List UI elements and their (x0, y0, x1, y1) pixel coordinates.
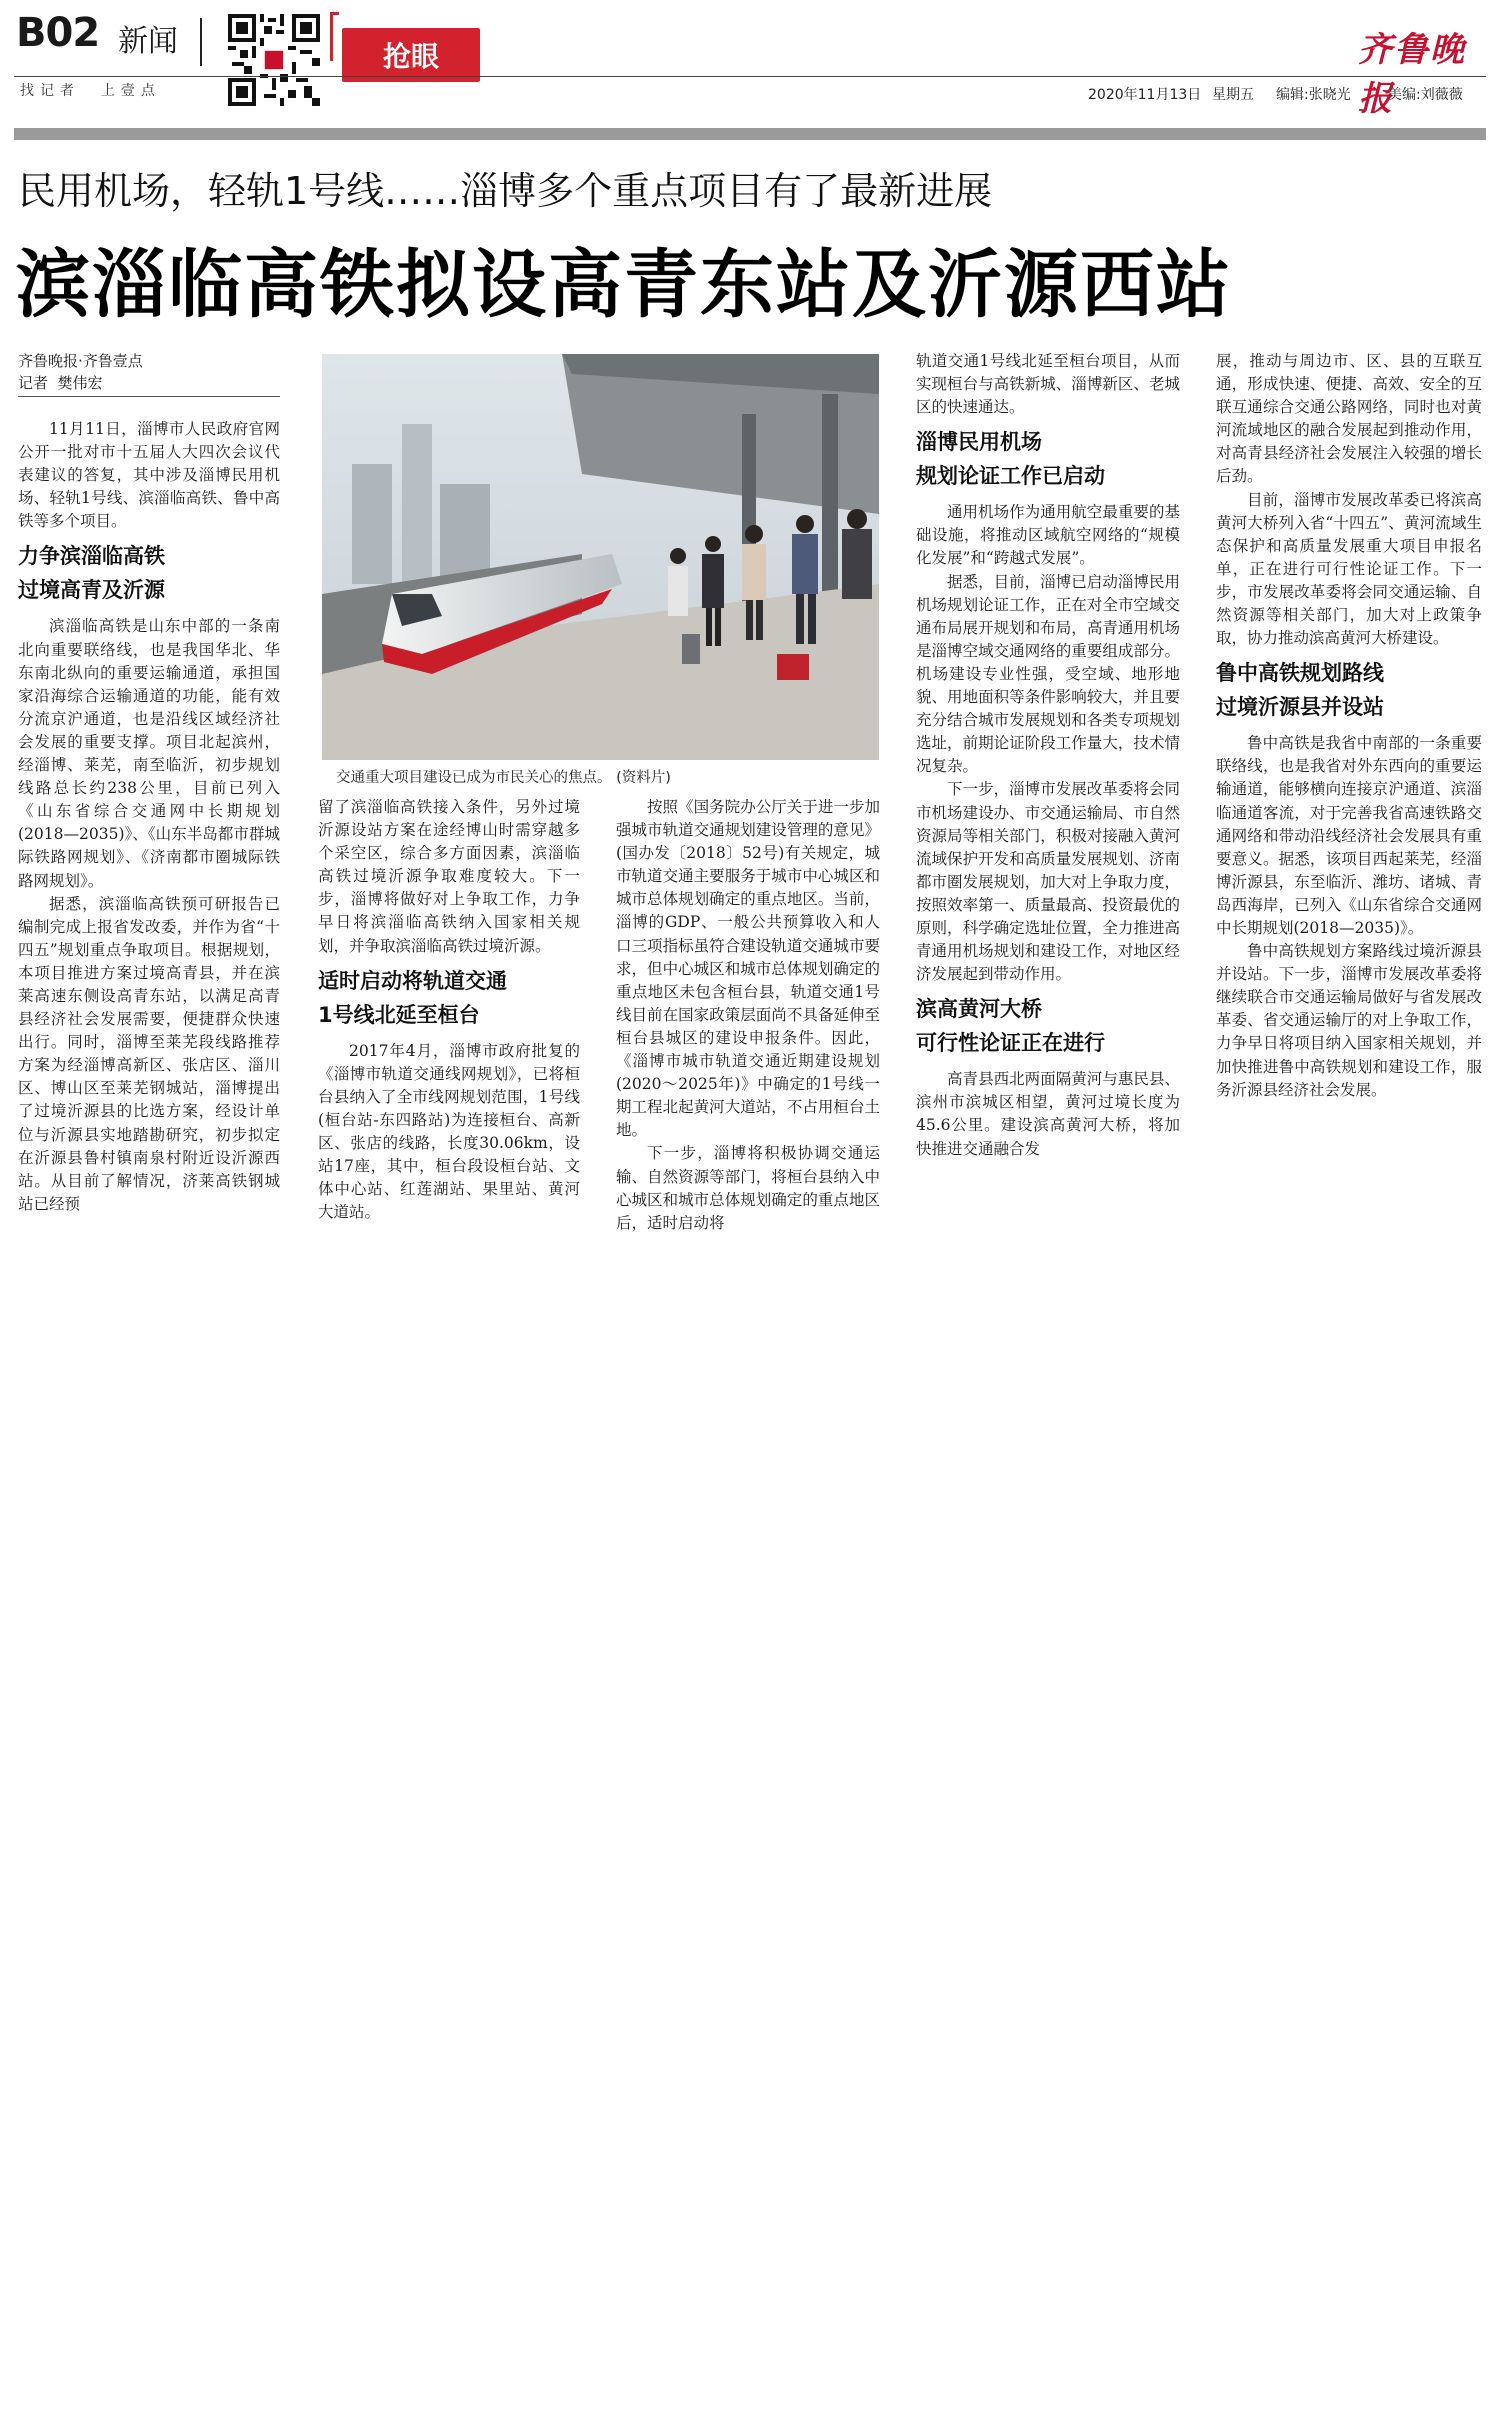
article-column-4 (916, 350, 1180, 1161)
paragraph: 高青县西北两面隔黄河与惠民县、滨州市滨城区相望，黄河过境长度为45.6公里。建设滨高黄河大桥，将加快推进交通融合发 (916, 1070, 1180, 1158)
designer-credit: 美编:刘薇薇 (1388, 87, 1463, 103)
slogan: 找记者 上壹点 (20, 83, 161, 99)
subheading-line: 过境沂源县并设站 (1216, 695, 1384, 720)
article-column-3 (616, 796, 880, 1235)
paragraph: 下一步，淄博将积极协调交通运输、自然资源等部门，将桓台县纳入中心城区和城市总体规划确定的重点地区后，适时启动将 (616, 1144, 880, 1232)
paragraph: 2017年4月，淄博市政府批复的《淄博市轨道交通线网规划》，已将桓台县纳入了全市线网规划范围，1号线(桓台站-东四路站)为连接桓台、高新区、张店的线路，长度30.06km，设站17座，其中，桓台段设桓台站、文体中心站、红莲湖站、果里站、黄河大道站。 (318, 1041, 580, 1222)
paragraph: 展，推动与周边市、区、县的互联互通，形成快速、便捷、高效、安全的互联互通综合交通公路网络，同时也对黄河流域地区的融合发展起到推动作用，对高青县经济社会发展注入较强的增长后劲。 (1216, 352, 1482, 486)
subheading (916, 425, 1180, 493)
header-bar (14, 128, 1486, 140)
subheading-line: 过境高青及沂源 (18, 578, 165, 603)
main-headline: 滨淄临高铁拟设高青东站及沂源西站 (16, 242, 1232, 328)
byline-reporter: 记者 樊伟宏 (18, 374, 103, 392)
masthead-divider (200, 18, 202, 66)
subheading-line: 可行性论证正在进行 (916, 1031, 1105, 1056)
subheading (1216, 656, 1482, 724)
article-column-5 (1216, 350, 1482, 1102)
paragraph: 据悉，目前，淄博已启动淄博民用机场规划论证工作，正在对全市空域交通布局展开规划和布局，高青通用机场是淄博空域交通网络的重要组成部分。机场建设专业性强，受空域、地形地貌、用地面积等条件影响较大，并且要充分结合城市发展规划和各类专项规划选址，前期论证阶段工作量大，技术情况复杂。 (916, 572, 1180, 776)
paragraph: 据悉，滨淄临高铁预可研报告已编制完成上报省发改委，并作为省“十四五”规划重点争取项目。根据规划，本项目推进方案过境高青县，并在滨莱高速东侧设高青东站，以满足高青县经济社会发展需要，便捷群众快速出行。同时，淄博至莱芜段线路推荐方案为经淄博高新区、张店区、淄川区、博山区至莱芜钢城站，淄博提出了过境沂源县的比选方案，经设计单位与沂源县实地踏勘研究，初步拟定在沂源县鲁村镇南泉村附近设沂源西站。从目前了解情况，济莱高铁钢城站已经预 (18, 894, 280, 1213)
paragraph: 下一步，淄博市发展改革委将会同市机场建设办、市交通运输局、市自然资源局等相关部门，积极对接融入黄河流域保护开发和高质量发展规划、济南都市圈发展规划，加大对上争取力度，按照效率第一、质量最高、投资最优的原则，科学确定选址位置，全力推进高青通用机场规划和建设工作，对地区经济发展起到带动作用。 (916, 780, 1180, 984)
paragraph: 11月11日，淄博市人民政府官网公开一批对市十五届人大四次会议代表建议的答复，其中涉及淄博民用机场、轻轨1号线、滨淄临高铁、鲁中高铁等多个项目。 (18, 420, 280, 531)
article-column-1 (18, 418, 280, 1216)
issue-date: 2020年11月13日 (1088, 87, 1202, 103)
masthead-rule (14, 76, 1486, 77)
subheading-line: 力争滨淄临高铁 (18, 544, 165, 569)
byline-source: 齐鲁晚报·齐鲁壹点 (18, 352, 143, 370)
photo-caption: 交通重大项目建设已成为市民关心的焦点。 (资料片) (336, 770, 671, 786)
subheading (916, 992, 1180, 1060)
paragraph: 目前，淄博市发展改革委已将滨高黄河大桥列入省“十四五”、黄河流域生态保护和高质量发展重大项目申报名单，正在进行可行性论证工作。下一步，市发展改革委将会同交通运输、自然资源等相关部门，加大对上政策争取，协力推动滨高黄河大桥建设。 (1216, 490, 1482, 648)
subheading (18, 539, 280, 607)
section-name: 新闻 (118, 24, 178, 59)
editor-credit: 编辑:张晓光 (1276, 87, 1351, 103)
newspaper-logo: 齐鲁晚报 (1358, 30, 1466, 119)
section-tag: 抢眼 (342, 28, 480, 82)
subheading-line: 规划论证工作已启动 (916, 464, 1105, 489)
subheading-line: 滨高黄河大桥 (916, 997, 1042, 1022)
paragraph: 滨淄临高铁是山东中部的一条南北向重要联络线，也是我国华北、华东南北纵向的重要运输通道，承担国家沿海综合运输通道的功能，能有效分流京沪通道，也是沿线区域经济社会发展的重要支撑。项目北起滨州，经淄博、莱芜，南至临沂，初步规划线路总长约238公里，目前已列入《山东省综合交通网中长期规划(2018—2035)》、《山东半岛都市群城际铁路网规划》、《济南都市圈城际铁路网规划》。 (18, 617, 280, 890)
page-number: B02 (16, 10, 100, 56)
subheading-line: 鲁中高铁规划路线 (1216, 661, 1384, 686)
byline (18, 350, 280, 397)
paragraph: 鲁中高铁规划方案路线过境沂源县并设站。下一步，淄博市发展改革委将继续联合市交通运输局做好与省发展改革委、省交通运输厅的对上争取工作，力争早日将项目纳入国家相关规划，并加快推进鲁中高铁规划和建设工作，服务沂源县经济社会发展。 (1216, 942, 1482, 1099)
subheading-line: 淄博民用机场 (916, 430, 1042, 455)
paragraph: 鲁中高铁是我省中南部的一条重要联络线，也是我省对外东西向的重要运输通道，能够横向连接京沪通道、滨淄临通道客流，对于完善我省高速铁路交通网络和带动沿线经济社会发展具有重要意义。据悉，该项目西起莱芜，经淄博沂源县，东至临沂、潍坊、诸城、青岛西海岸，已列入《山东省综合交通网中长期规划(2018—2035)》。 (1216, 734, 1482, 937)
paragraph: 通用机场作为通用航空最重要的基础设施，将推动区域航空网络的“规模化发展”和“跨越式发展”。 (916, 503, 1180, 568)
qr-code-icon[interactable] (228, 14, 320, 106)
kicker-headline: 民用机场，轻轨1号线……淄博多个重点项目有了最新进展 (18, 169, 993, 213)
subheading (318, 964, 580, 1032)
paragraph: 轨道交通1号线北延至桓台项目，从而实现桓台与高铁新城、淄博新区、老城区的快速通达。 (916, 352, 1180, 417)
paragraph: 留了滨淄临高铁接入条件，另外过境沂源设站方案在途经博山时需穿越多个采空区，综合多方面因素，滨淄临高铁过境沂源争取难度较大。下一步，淄博将做好对上争取工作，力争早日将滨淄临高铁纳入国家相关规划，并争取滨淄临高铁过境沂源。 (318, 798, 580, 955)
paragraph: 按照《国务院办公厅关于进一步加强城市轨道交通规划建设管理的意见》(国办发〔2018〕52号)有关规定，城市轨道交通主要服务于城市中心城区和城市总体规划确定的重点地区。当前，淄博的GDP、一般公共预算收入和人口三项指标虽符合建设轨道交通城市要求，但中心城区和城市总体规划确定的重点地区未包含桓台县，轨道交通1号线目前在国家政策层面尚不具备延伸至桓台县城区的建设申报条件。因此，《淄博市城市轨道交通近期建设规划(2020～2025年)》中确定的1号线一期工程北起黄河大道站，不占用桓台土地。 (616, 798, 880, 1140)
subheading-line: 适时启动将轨道交通 (318, 968, 507, 993)
news-photo (322, 354, 879, 760)
subheading-line: 1号线北延至桓台 (318, 1002, 480, 1027)
issue-weekday: 星期五 (1212, 87, 1254, 103)
byline-rule (18, 396, 280, 397)
article-column-2 (318, 796, 580, 1224)
tag-bracket (330, 12, 339, 61)
